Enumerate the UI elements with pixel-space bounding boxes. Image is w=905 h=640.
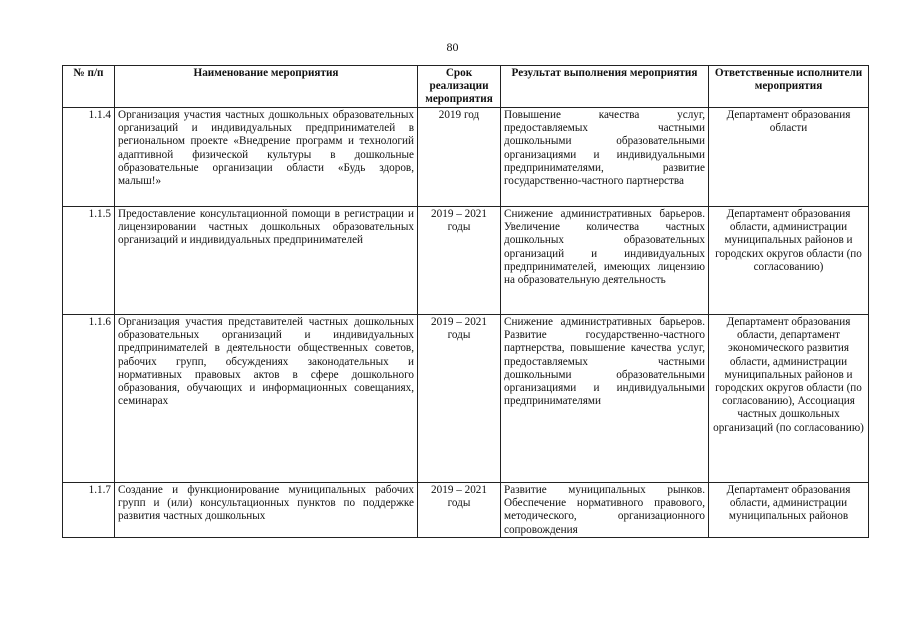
row-name: Организация участия частных дошкольных образовательных организаций и индивидуальных предпринимателей в региональном проекте «Внедрение программ и технологий адаптивной физической культуры в дошкольные образовательные организации области «Будь здоров, малыш!» [115, 108, 418, 207]
row-term: 2019 – 2021 годы [418, 315, 501, 483]
row-number: 1.1.6 [63, 315, 115, 483]
row-term: 2019 – 2021 годы [418, 483, 501, 538]
row-term: 2019 – 2021 годы [418, 207, 501, 315]
header-exec: Ответственные исполнители мероприятия [709, 66, 869, 108]
row-term: 2019 год [418, 108, 501, 207]
page-number: 80 [446, 40, 459, 54]
header-result: Результат выполнения мероприятия [501, 66, 709, 108]
row-name: Организация участия представителей частных дошкольных образовательных организаций и индивидуальных предпринимателей в деятельности общественных советов, рабочих групп, обсуждениях законодательных и нормативных правовых актов в сфере дошкольного образования, обучающих и информационных совещаниях, семинарах [115, 315, 418, 483]
header-num: № п/п [63, 66, 115, 108]
measures-table [62, 65, 869, 538]
row-number: 1.1.5 [63, 207, 115, 315]
row-result: Снижение административных барьеров. Увеличение количества частных дошкольных образовательных организаций и индивидуальных предпринимателей, имеющих лицензию на образовательную деятельность [501, 207, 709, 315]
header-name: Наименование мероприятия [115, 66, 418, 108]
row-executors: Департамент образования области, администрации муниципальных районов [709, 483, 869, 538]
table-row [63, 108, 869, 207]
row-executors: Департамент образования области [709, 108, 869, 207]
row-executors: Департамент образования области, департамент экономического развития области, администрации муниципальных районов и городских округов области (по согласованию), Ассоциация частных дошкольных организаций (по согласованию) [709, 315, 869, 483]
table-row [63, 483, 869, 538]
table-row [63, 207, 869, 315]
row-executors: Департамент образования области, администрации муниципальных районов и городских округов области (по согласованию) [709, 207, 869, 315]
table-row [63, 315, 869, 483]
table-header-row [63, 66, 869, 108]
header-term: Срок реализации мероприятия [418, 66, 501, 108]
row-name: Предоставление консультационной помощи в регистрации и лицензировании частных дошкольных образовательных организаций и индивидуальных предпринимателей [115, 207, 418, 315]
row-result: Развитие муниципальных рынков. Обеспечение нормативного правового, методического, организационного сопровождения [501, 483, 709, 538]
row-result: Повышение качества услуг, предоставляемых частными дошкольными образовательными организациями и индивидуальными предпринимателями, развитие государственно-частного партнерства [501, 108, 709, 207]
row-name: Создание и функционирование муниципальных рабочих групп и (или) консультационных пунктов по поддержке развития частных дошкольных [115, 483, 418, 538]
row-result: Снижение административных барьеров. Развитие государственно-частного партнерства, повышение качества услуг, предоставляемых частными дошкольными образовательными организациями и индивидуальными предпринимателями [501, 315, 709, 483]
row-number: 1.1.4 [63, 108, 115, 207]
row-number: 1.1.7 [63, 483, 115, 538]
